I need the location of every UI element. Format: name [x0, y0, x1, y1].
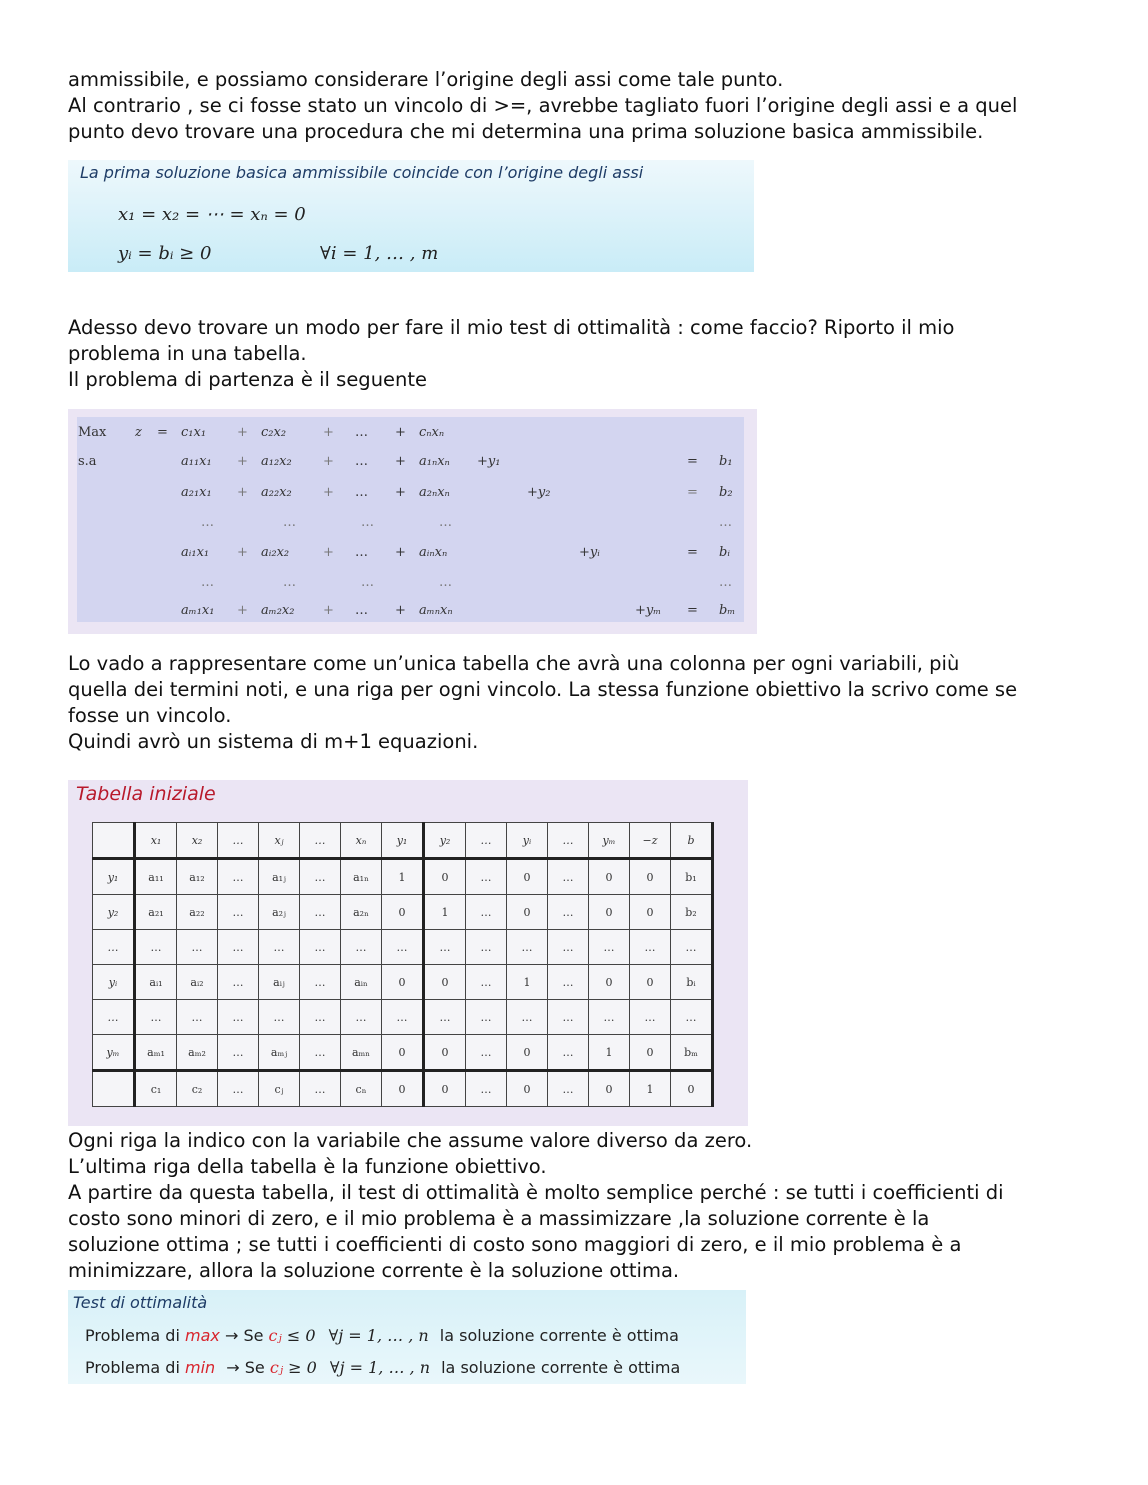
rule-inequality: ≥ 0 [288, 1358, 317, 1377]
tableau-cell: 0 [589, 1071, 630, 1107]
term: cₙxₙ [419, 425, 445, 440]
tableau-cell: … [507, 1000, 548, 1035]
term: c₂x₂ [261, 425, 287, 440]
tableau-title: Tabella iniziale [76, 783, 216, 805]
tableau-cell: … [466, 1035, 507, 1071]
plus-sign: + [323, 603, 334, 618]
tableau-header-row [93, 823, 713, 859]
ellipsis: … [361, 515, 374, 530]
tableau-cell: 0 [630, 895, 671, 930]
max-label: Max [78, 425, 107, 440]
tableau-cell: 0 [382, 895, 424, 930]
plus-sign: + [237, 454, 248, 469]
tableau-cell: aₘₙ [341, 1035, 382, 1071]
initial-solution-box [68, 160, 754, 272]
lp-problem-box [68, 409, 757, 634]
slack-term: +y₁ [477, 454, 501, 469]
text-line: problema in una tabella. [68, 342, 307, 365]
tableau-cell: a₂ⱼ [259, 895, 300, 930]
box-title: Test di ottimalità [73, 1293, 208, 1312]
ellipsis: … [719, 515, 732, 530]
tableau-cell: 0 [630, 1035, 671, 1071]
tableau-cell: … [300, 859, 341, 895]
tableau-cell: y₁ [93, 859, 135, 895]
tableau-cell: 0 [424, 1035, 466, 1071]
tableau-cell: … [300, 1035, 341, 1071]
tableau-cell: yᵢ [507, 823, 548, 859]
tableau-cell: 1 [382, 859, 424, 895]
term: aᵢₙxₙ [419, 545, 448, 560]
tableau-cell: … [548, 1000, 589, 1035]
tableau-cell: … [300, 1000, 341, 1035]
text-line: Quindi avrò un sistema di m+1 equazioni. [68, 730, 479, 753]
text-line: ammissibile, e possiamo considerare l’origine degli assi come tale punto. [68, 68, 784, 91]
term: aᵢ₁x₁ [181, 545, 210, 560]
plus-sign: + [237, 425, 248, 440]
tableau-cell: y₁ [382, 823, 424, 859]
tableau-cell: yₘ [93, 1035, 135, 1071]
rule-inequality: ≤ 0 [286, 1326, 316, 1345]
ellipsis: … [355, 603, 368, 618]
term: aₘₙxₙ [419, 603, 453, 618]
tableau-cell: 1 [507, 965, 548, 1000]
tableau-cell: 0 [589, 965, 630, 1000]
tableau-cell: b₂ [671, 895, 713, 930]
ellipsis: … [201, 515, 214, 530]
paragraph-intro [68, 67, 1098, 145]
tableau-row [93, 965, 713, 1000]
ellipsis: … [201, 575, 214, 590]
tableau-cell: … [300, 823, 341, 859]
tableau-cell: … [466, 823, 507, 859]
tableau-cell: … [177, 1000, 218, 1035]
equation-condition: ∀i = 1, … , m [320, 243, 439, 264]
cost-coefficient: cⱼ [268, 1326, 282, 1345]
tableau-cell: 0 [382, 965, 424, 1000]
text-line: L’ultima riga della tabella è la funzione obiettivo. [68, 1155, 547, 1178]
tableau-cell: … [548, 1035, 589, 1071]
rhs-term: b₂ [719, 485, 733, 500]
paragraph-test [68, 315, 1098, 393]
tableau-cell: … [548, 859, 589, 895]
plus-sign: + [395, 485, 406, 500]
rhs-term: bᵢ [719, 545, 730, 560]
box-title: La prima soluzione basica ammissibile coincide con l’origine degli assi [80, 163, 644, 182]
tableau-cell: 0 [671, 1071, 713, 1107]
tableau-cell [93, 1071, 135, 1107]
tableau-cell [93, 823, 135, 859]
tableau-cell: … [466, 895, 507, 930]
rule-text: la soluzione corrente è ottima [441, 1358, 681, 1377]
plus-sign: + [395, 545, 406, 560]
tableau-cell: … [382, 1000, 424, 1035]
rhs-term: b₁ [719, 454, 733, 469]
tableau-cell: 0 [589, 895, 630, 930]
tableau-row [93, 1071, 713, 1107]
cost-coefficient: cⱼ [269, 1358, 284, 1377]
tableau-cell: a₁₂ [177, 859, 218, 895]
tableau-cell: bₘ [671, 1035, 713, 1071]
tableau-cell: aᵢⱼ [259, 965, 300, 1000]
text-line: quella dei termini noti, e una riga per ogni vincolo. La stessa funzione obiettivo la scrivo come se [68, 678, 1018, 701]
tableau-cell: 1 [630, 1071, 671, 1107]
text-line: costo sono minori di zero, e il mio problema è a massimizzare ,la soluzione corrente è la [68, 1207, 930, 1230]
tableau-cell: 0 [507, 1071, 548, 1107]
tableau-cell: … [548, 823, 589, 859]
plus-sign: + [323, 485, 334, 500]
equation-y: yᵢ = bᵢ ≥ 0 [118, 243, 212, 264]
tableau-cell: aₘ₂ [177, 1035, 218, 1071]
sa-label: s.a [78, 454, 97, 469]
tableau-cell: … [507, 930, 548, 965]
tableau-cell: … [466, 965, 507, 1000]
tableau-cell: yₘ [589, 823, 630, 859]
tableau-cell: … [93, 930, 135, 965]
tableau-cell: a₂₁ [135, 895, 177, 930]
ellipsis: … [719, 575, 732, 590]
initial-tableau-box [68, 780, 748, 1126]
tableau-cell: … [671, 1000, 713, 1035]
term: a₂₂x₂ [261, 485, 292, 500]
tableau-cell: 0 [507, 895, 548, 930]
tableau-row [93, 1035, 713, 1071]
tableau-cell: … [382, 930, 424, 965]
tableau-cell: 0 [630, 965, 671, 1000]
plus-sign: + [237, 485, 248, 500]
tableau-cell: 0 [382, 1071, 424, 1107]
tableau-cell: … [548, 895, 589, 930]
tableau-cell: … [341, 1000, 382, 1035]
tableau-cell: … [548, 1071, 589, 1107]
tableau-cell: … [466, 930, 507, 965]
tableau-cell: aᵢ₂ [177, 965, 218, 1000]
plus-sign: + [395, 454, 406, 469]
slack-term: +y₂ [527, 485, 551, 500]
tableau-row [93, 859, 713, 895]
tableau-cell: … [466, 1071, 507, 1107]
tableau-cell: 0 [507, 1035, 548, 1071]
slack-term: +yᵢ [579, 545, 600, 560]
tableau-cell: xⱼ [259, 823, 300, 859]
tableau-cell: … [218, 965, 259, 1000]
text-line: punto devo trovare una procedura che mi determina una prima soluzione basica ammissibile. [68, 120, 984, 143]
tableau-cell: … [589, 930, 630, 965]
tableau-cell: … [218, 1000, 259, 1035]
term: aₘ₂x₂ [261, 603, 295, 618]
tableau-cell: y₂ [93, 895, 135, 930]
tableau-cell: bᵢ [671, 965, 713, 1000]
tableau-cell: 0 [424, 859, 466, 895]
tableau-cell: aₘⱼ [259, 1035, 300, 1071]
tableau-cell: b₁ [671, 859, 713, 895]
plus-sign: + [395, 603, 406, 618]
tableau-cell: 0 [424, 1071, 466, 1107]
rule-text: → Se [224, 1326, 264, 1345]
tableau-cell: 0 [630, 859, 671, 895]
plus-sign: + [237, 545, 248, 560]
rule-text: Problema di [85, 1326, 180, 1345]
tableau-cell: … [218, 823, 259, 859]
ellipsis: … [439, 515, 452, 530]
tableau-cell: aₘ₁ [135, 1035, 177, 1071]
tableau-cell: 0 [589, 859, 630, 895]
eq-sign: = [687, 545, 698, 560]
paragraph-table-desc [68, 651, 1098, 755]
slack-term: +yₘ [635, 603, 662, 618]
tableau-cell: −z [630, 823, 671, 859]
rule-keyword: max [185, 1326, 220, 1345]
tableau-cell: … [341, 930, 382, 965]
tableau-row [93, 930, 713, 965]
optimality-test-box [68, 1290, 746, 1384]
tableau-cell: … [671, 930, 713, 965]
tableau-cell: c₁ [135, 1071, 177, 1107]
rule-text: la soluzione corrente è ottima [439, 1326, 679, 1345]
ellipsis: … [355, 454, 368, 469]
ellipsis: … [355, 485, 368, 500]
ellipsis: … [439, 575, 452, 590]
tableau-cell: x₁ [135, 823, 177, 859]
tableau-cell: … [300, 930, 341, 965]
tableau-cell: … [93, 1000, 135, 1035]
text-line: minimizzare, allora la soluzione corrente è la soluzione ottima. [68, 1259, 680, 1282]
rule-text: Problema di [85, 1358, 180, 1377]
text-line: A partire da questa tabella, il test di ottimalità è molto semplice perché : se tutti i coefficienti di [68, 1181, 1004, 1204]
tableau-cell: 1 [589, 1035, 630, 1071]
tableau-cell: … [300, 895, 341, 930]
tableau-cell: … [135, 1000, 177, 1035]
eq-sign: = [687, 454, 698, 469]
max-rule [85, 1326, 679, 1345]
lp-problem-panel [77, 417, 744, 622]
plus-sign: + [395, 425, 406, 440]
ellipsis: … [355, 545, 368, 560]
rule-text: → Se [226, 1358, 265, 1377]
tableau-cell: c₂ [177, 1071, 218, 1107]
equation-x: x₁ = x₂ = ⋯ = xₙ = 0 [118, 204, 306, 225]
tableau-cell: … [259, 930, 300, 965]
tableau-cell: 1 [424, 895, 466, 930]
tableau-cell: a₂ₙ [341, 895, 382, 930]
term: a₂ₙxₙ [419, 485, 450, 500]
text-line: Ogni riga la indico con la variabile che assume valore diverso da zero. [68, 1129, 753, 1152]
term: a₁₂x₂ [261, 454, 292, 469]
eq-sign: = [687, 485, 698, 500]
tableau-cell: … [259, 1000, 300, 1035]
tableau-cell: aᵢ₁ [135, 965, 177, 1000]
term: a₂₁x₁ [181, 485, 212, 500]
ellipsis: … [283, 515, 296, 530]
rhs-term: bₘ [719, 603, 736, 618]
tableau-cell: … [466, 1000, 507, 1035]
text-line: Adesso devo trovare un modo per fare il mio test di ottimalità : come faccio? Riporto il mio [68, 316, 955, 339]
tableau-cell: a₁ₙ [341, 859, 382, 895]
term: a₁₁x₁ [181, 454, 212, 469]
ellipsis: … [361, 575, 374, 590]
text-line: fosse un vincolo. [68, 704, 232, 727]
tableau-cell: … [218, 895, 259, 930]
plus-sign: + [323, 545, 334, 560]
tableau-cell: … [218, 859, 259, 895]
term: aᵢ₂x₂ [261, 545, 290, 560]
tableau-cell: … [630, 930, 671, 965]
rule-keyword: min [185, 1358, 216, 1377]
rule-quantifier: ∀j = 1, … , n [328, 1326, 429, 1345]
tableau-cell: … [218, 1035, 259, 1071]
tableau-cell: … [177, 930, 218, 965]
text-line: soluzione ottima ; se tutti i coefficienti di costo sono maggiori di zero, e il mio problema è a [68, 1233, 962, 1256]
tableau-cell: … [300, 965, 341, 1000]
term: a₁ₙxₙ [419, 454, 450, 469]
paragraph-optimality [68, 1128, 1098, 1284]
term: c₁x₁ [181, 425, 207, 440]
tableau-cell: … [548, 965, 589, 1000]
text-line: Lo vado a rappresentare come un’unica tabella che avrà una colonna per ogni variabili, più [68, 652, 960, 675]
tableau-cell: a₁ⱼ [259, 859, 300, 895]
tableau-row [93, 895, 713, 930]
ellipsis: … [283, 575, 296, 590]
simplex-tableau [92, 822, 714, 1107]
tableau-cell: … [424, 930, 466, 965]
min-rule [85, 1358, 680, 1377]
eq-sign: = [157, 425, 168, 440]
tableau-cell: xₙ [341, 823, 382, 859]
tableau-cell: cⱼ [259, 1071, 300, 1107]
tableau-row [93, 1000, 713, 1035]
tableau-cell: … [218, 930, 259, 965]
tableau-cell: … [548, 930, 589, 965]
tableau-cell: x₂ [177, 823, 218, 859]
plus-sign: + [323, 454, 334, 469]
tableau-cell: y₂ [424, 823, 466, 859]
tableau-cell: yᵢ [93, 965, 135, 1000]
ellipsis: … [355, 425, 368, 440]
tableau-cell: a₂₂ [177, 895, 218, 930]
rule-quantifier: ∀j = 1, … , n [329, 1358, 431, 1377]
z-var: z [135, 425, 142, 440]
tableau-cell: cₙ [341, 1071, 382, 1107]
tableau-cell: b [671, 823, 713, 859]
text-line: Il problema di partenza è il seguente [68, 368, 428, 391]
plus-sign: + [237, 603, 248, 618]
tableau-cell: … [630, 1000, 671, 1035]
tableau-cell: aᵢₙ [341, 965, 382, 1000]
tableau-cell: … [135, 930, 177, 965]
tableau-cell: … [466, 859, 507, 895]
tableau-cell: … [589, 1000, 630, 1035]
plus-sign: + [323, 425, 334, 440]
tableau-cell: 0 [507, 859, 548, 895]
tableau-cell: … [424, 1000, 466, 1035]
text-line: Al contrario , se ci fosse stato un vincolo di >=, avrebbe tagliato fuori l’origine degli assi e a quel [68, 94, 1018, 117]
tableau-cell: a₁₁ [135, 859, 177, 895]
term: aₘ₁x₁ [181, 603, 215, 618]
tableau-cell: 0 [424, 965, 466, 1000]
eq-sign: = [687, 603, 698, 618]
tableau-cell: … [218, 1071, 259, 1107]
tableau-cell: … [300, 1071, 341, 1107]
tableau-cell: 0 [382, 1035, 424, 1071]
